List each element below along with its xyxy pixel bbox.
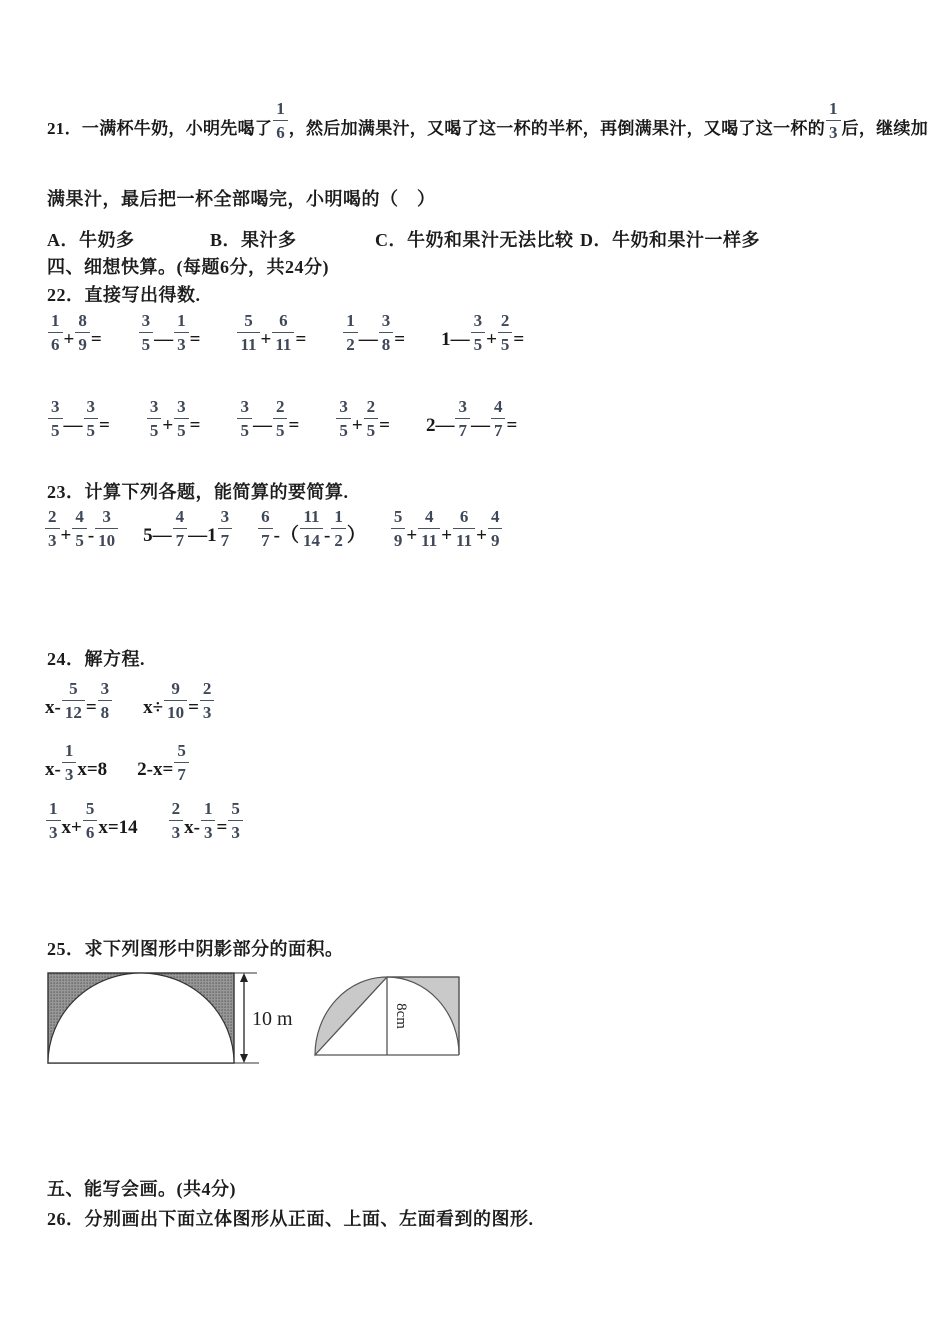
fraction: 3 5 (336, 398, 351, 439)
arrowhead-up-icon (240, 973, 248, 982)
fraction: 1 6 (273, 100, 288, 141)
math-text: + (441, 525, 453, 547)
math-text: 5— (143, 525, 172, 547)
fraction: 1 3 (46, 800, 61, 841)
question-25-label: 25．求下列图形中阴影部分的面积。 (47, 939, 344, 959)
math-text: - (87, 525, 95, 547)
math-text: 后，继续加 (841, 119, 929, 139)
fraction: $\frac{6}{11}$ (453, 508, 475, 549)
fraction: $\frac{3}{8}$ (379, 312, 394, 353)
math-expression (426, 398, 517, 439)
fraction: 2 3 (169, 800, 184, 841)
math-expression (45, 800, 138, 841)
math-text: x- (184, 817, 200, 839)
math-text: x+ (61, 817, 82, 839)
fraction: $\frac{4}{5}$ (72, 508, 87, 549)
math-expression (44, 508, 119, 549)
figure1-dimension-label: 10 m (252, 1008, 293, 1030)
fraction: 3 5 (237, 398, 252, 439)
math-text: = (188, 697, 199, 719)
fraction: $\frac{5}{3}$ (228, 800, 243, 841)
fraction: $\frac{4}{11}$ (418, 508, 440, 549)
math-expression (441, 312, 524, 353)
fraction: 3 10 (95, 508, 118, 549)
math-text: + (162, 415, 174, 437)
question-21-choices (47, 226, 760, 252)
math-expression (236, 398, 299, 439)
math-text: — (63, 415, 83, 437)
math-text: ） (346, 525, 366, 547)
math-text: = (189, 329, 201, 351)
math-text: = (506, 415, 518, 437)
fraction: 3 5 (48, 398, 63, 439)
math-text: + (351, 415, 363, 437)
math-text: = (189, 415, 201, 437)
math-expression (47, 398, 110, 439)
figure2-svg (313, 975, 465, 1061)
math-expression (168, 800, 244, 841)
math-text: — (154, 329, 174, 351)
fraction: $\frac{8}{9}$ (75, 312, 90, 353)
figure-arcs-8cm (313, 975, 465, 1066)
math-expression (257, 508, 366, 549)
math-text: x÷ (143, 697, 164, 719)
math-text: x- (45, 759, 61, 781)
math-expression (138, 312, 201, 353)
fraction: $\frac{3}{8}$ (98, 680, 113, 721)
question-22-label: 22．直接写出得数. (47, 285, 201, 305)
fraction: 5 11 (237, 312, 259, 353)
math-text: + (476, 525, 487, 547)
arrowhead-down-icon (240, 1054, 248, 1063)
question-21-line2: 满果汁，最后把一杯全部喝完，小明喝的（ ） (47, 189, 436, 209)
math-text: — (470, 415, 490, 437)
question-24-row3 (45, 800, 244, 841)
figure1-svg (47, 970, 307, 1068)
fraction: $\frac{2}{3}$ (200, 680, 215, 721)
math-text: — (252, 415, 272, 437)
math-text: 2-x= (137, 759, 174, 781)
question-26-label: 26．分别画出下面立体图形从正面、上面、左面看到的图形. (47, 1209, 534, 1229)
fraction: 3 7 (455, 398, 470, 439)
question-24-row1 (45, 680, 215, 721)
figure2-dimension-label: 8cm (393, 1003, 409, 1029)
math-text: = (513, 329, 525, 351)
math-text: x=8 (77, 759, 108, 781)
math-expression (45, 680, 113, 721)
question-21-line1 (47, 100, 928, 141)
math-expression (146, 398, 201, 439)
math-text: - (323, 525, 331, 547)
math-text: = (394, 329, 406, 351)
fraction: $\frac{5}{12}$ (62, 680, 85, 721)
fraction: $\frac{4}{9}$ (488, 508, 503, 549)
fraction: $\frac{1}{3}$ (174, 312, 189, 353)
fraction: 5 9 (391, 508, 406, 549)
fraction: 3 5 (139, 312, 154, 353)
math-text: -（ (273, 525, 299, 547)
fraction: $\frac{1}{3}$ (201, 800, 216, 841)
math-text: = (90, 329, 102, 351)
fraction: $\frac{2}{5}$ (273, 398, 288, 439)
question-23-label: 23．计算下列各题，能简算的要简算. (47, 482, 349, 502)
math-text: = (295, 329, 307, 351)
math-text: + (60, 525, 72, 547)
math-text: = (99, 415, 110, 437)
fraction: 1 3 (62, 742, 77, 783)
math-expression (390, 508, 504, 549)
fraction: 2 3 (45, 508, 60, 549)
math-expression (137, 742, 190, 783)
math-expression (335, 398, 390, 439)
math-text: = (379, 415, 390, 437)
math-text: + (486, 329, 497, 351)
math-expression (143, 680, 215, 721)
fraction: $\frac{6}{11}$ (272, 312, 294, 353)
math-text: = (85, 697, 97, 719)
math-text: = (216, 817, 228, 839)
math-expression (143, 508, 233, 549)
math-text: x- (45, 697, 61, 719)
fraction: $\frac{5}{7}$ (174, 742, 189, 783)
fraction: 6 7 (258, 508, 273, 549)
question-23-expressions (44, 508, 503, 549)
fraction: 4 7 (173, 508, 188, 549)
math-text: 2— (425, 415, 455, 437)
question-22-row2 (47, 398, 517, 439)
fraction: 1 2 (331, 508, 346, 549)
math-text: —1 (188, 525, 217, 547)
section-5-heading: 五、能写会画。(共4分) (47, 1179, 236, 1199)
fraction: $\frac{3}{5}$ (84, 398, 99, 439)
choice-a: A．牛奶多 (47, 230, 135, 250)
fraction: $\frac{2}{5}$ (498, 312, 513, 353)
math-expression (45, 742, 107, 783)
fraction: 3 5 (147, 398, 162, 439)
math-text: — (358, 329, 378, 351)
math-text: 1— (441, 329, 470, 351)
math-expression (236, 312, 306, 353)
fraction: 1 3 (826, 100, 841, 141)
figure-rect-semicircle (47, 970, 307, 1073)
math-text: + (63, 329, 75, 351)
choice-d: D．牛奶和果汁一样多 (580, 230, 760, 250)
math-expression (47, 312, 102, 353)
section-4-heading: 四、细想快算。(每题6分，共24分) (47, 257, 329, 277)
fraction: $\frac{4}{7}$ (491, 398, 506, 439)
fraction: $\frac{2}{5}$ (364, 398, 379, 439)
choice-c: C．牛奶和果汁无法比较 (375, 230, 574, 250)
math-text: + (406, 525, 418, 547)
fraction: 3 5 (471, 312, 486, 353)
question-24-label: 24．解方程. (47, 649, 145, 669)
math-text: x=14 (98, 817, 138, 839)
fraction: $\frac{5}{6}$ (83, 800, 98, 841)
fraction: 1 2 (343, 312, 358, 353)
question-22-row1 (47, 312, 524, 353)
math-text: 21．一满杯牛奶，小明先喝了 (47, 119, 273, 139)
math-expression (342, 312, 405, 353)
math-text: + (260, 329, 272, 351)
fraction: 1 6 (48, 312, 63, 353)
choice-b: B．果汁多 (210, 230, 297, 250)
math-text: ，然后加满果汁，又喝了这一杯的半杯，再倒满果汁，又喝了这一杯的 (288, 119, 826, 139)
fraction: $\frac{9}{10}$ (164, 680, 187, 721)
question-24-row2 (45, 742, 190, 783)
fraction: 11 14 (300, 508, 323, 549)
fraction: $\frac{3}{5}$ (174, 398, 189, 439)
fraction: 3 7 (218, 508, 233, 549)
math-text: = (288, 415, 300, 437)
